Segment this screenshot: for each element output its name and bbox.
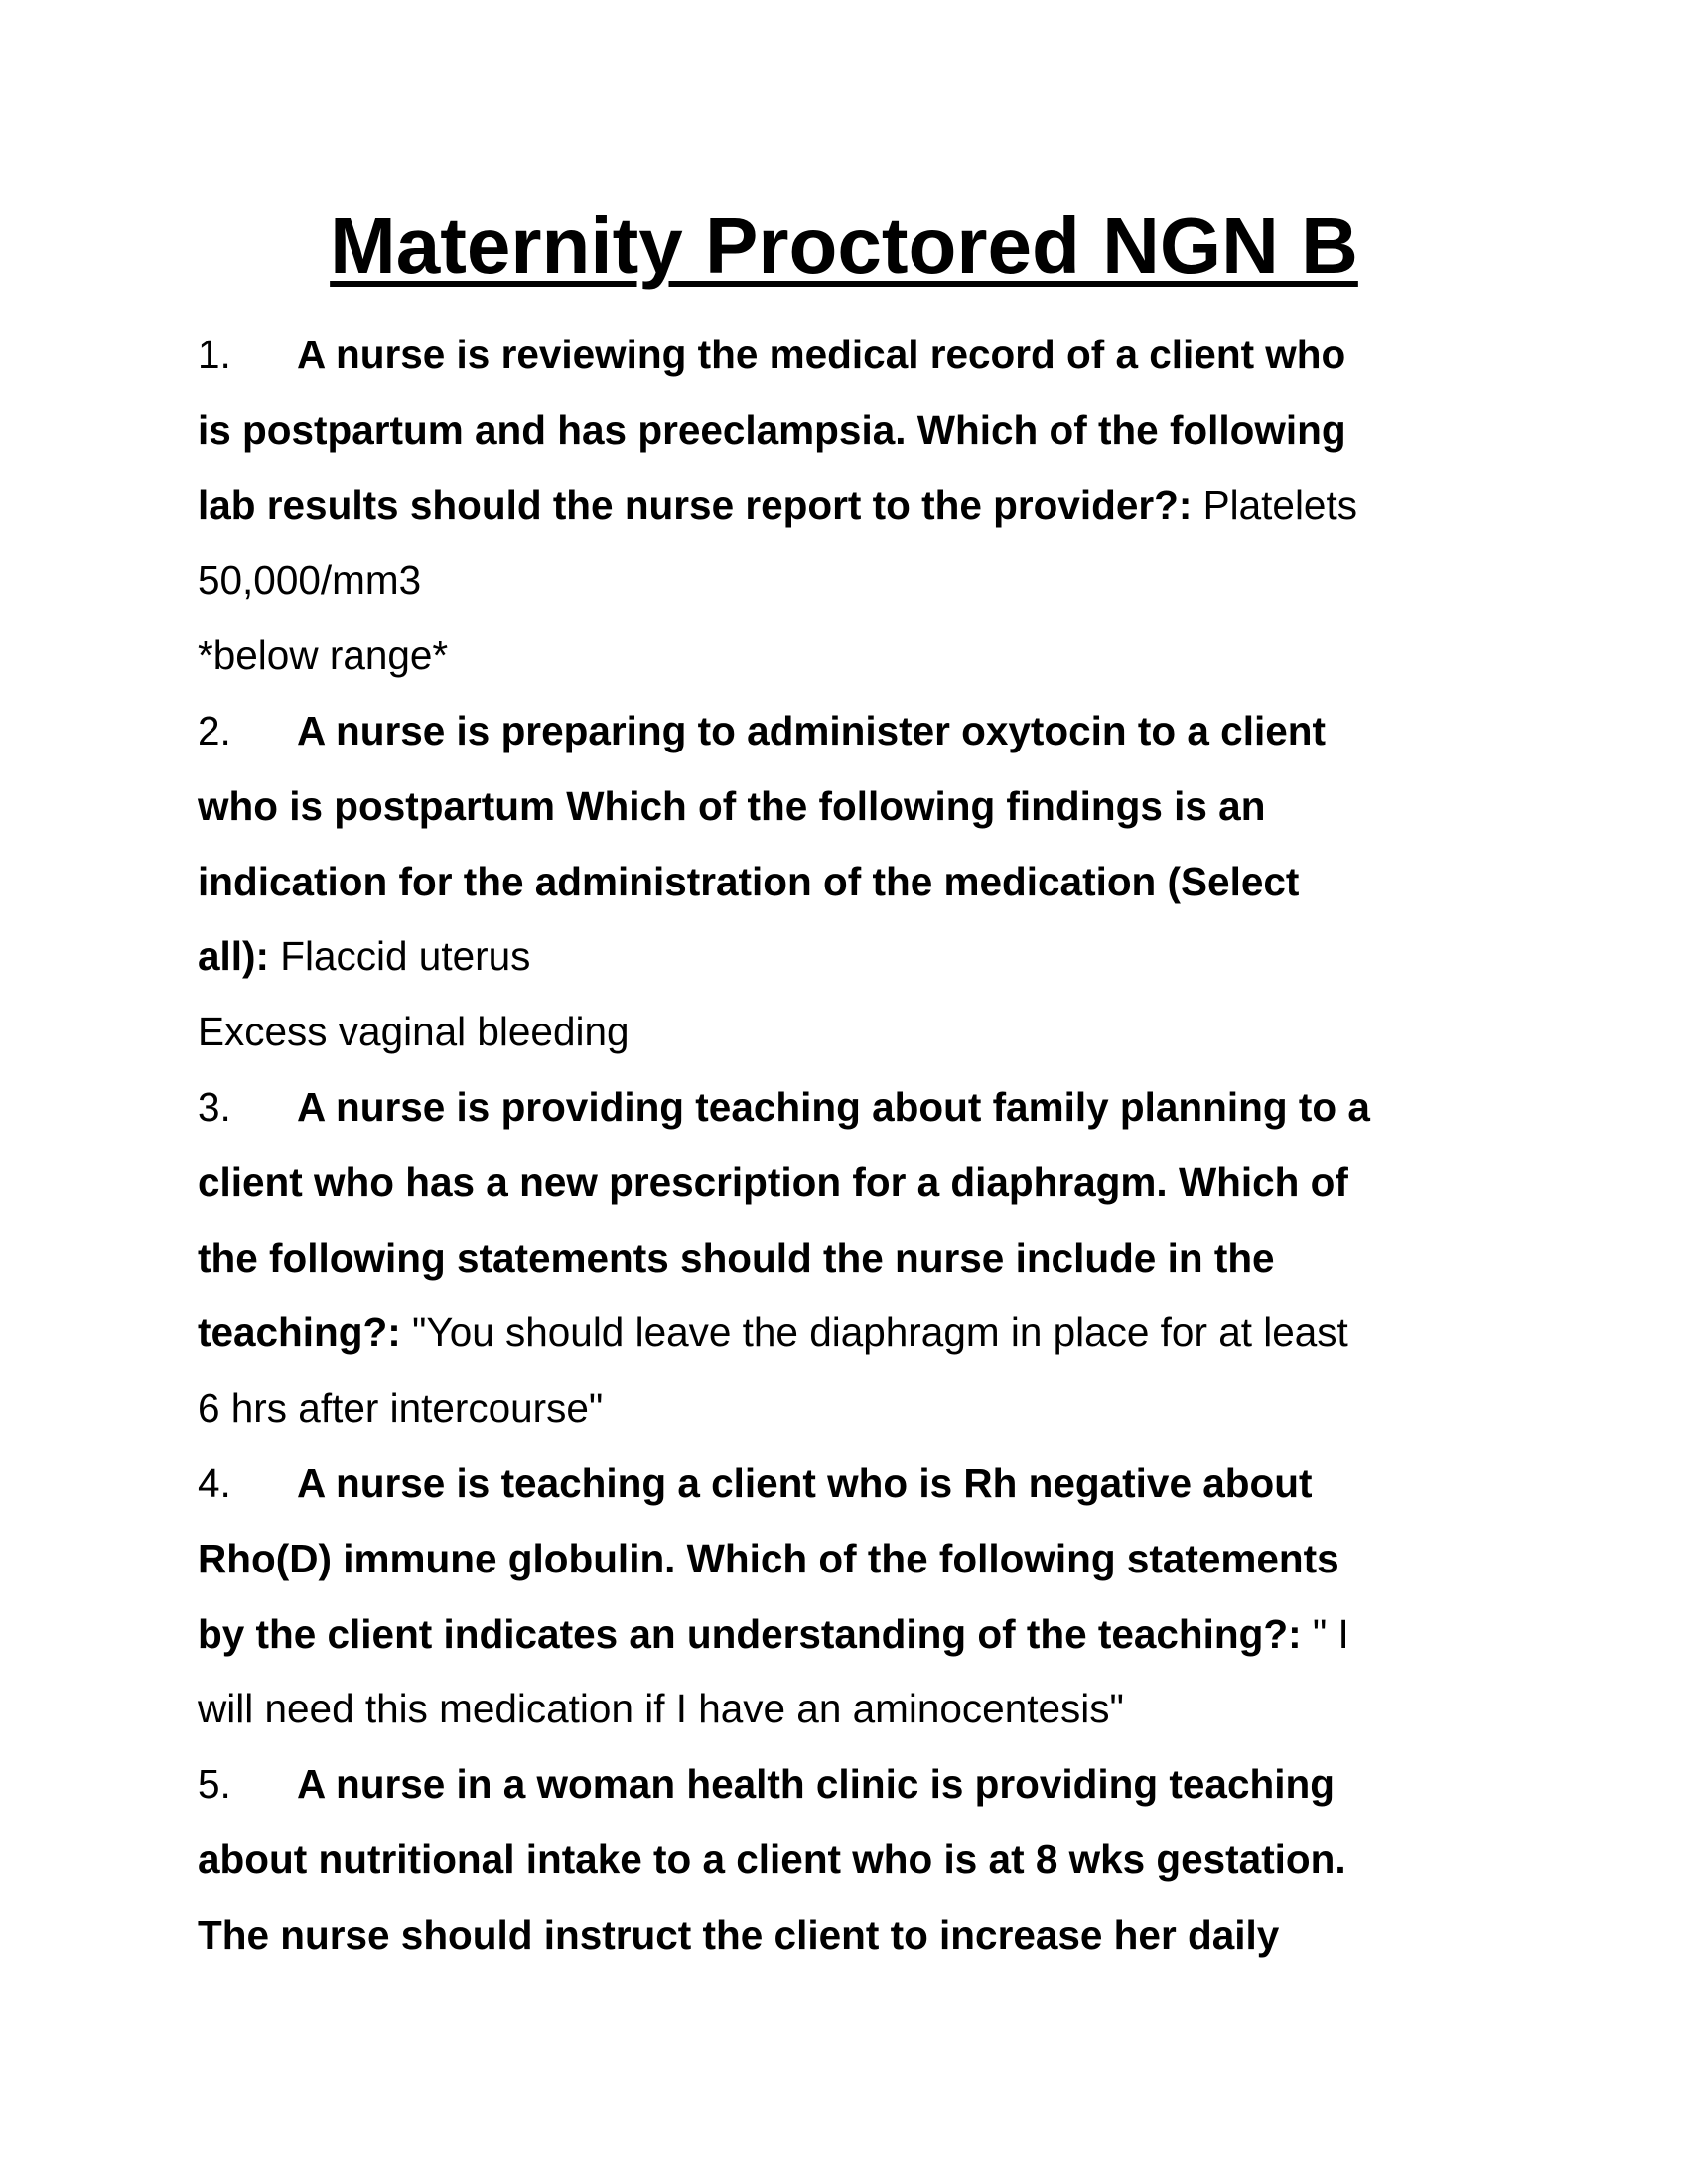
question-number: 3. <box>198 1083 231 1130</box>
document-title <box>0 199 1688 294</box>
question-text: A nurse is preparing to administer oxytocin to a client <box>297 707 1326 753</box>
text-line <box>198 393 1518 469</box>
question-text: who is postpartum Which of the following findings is an <box>198 782 1266 829</box>
text-line <box>198 1446 1518 1522</box>
title-text: Maternity Proctored NGN B <box>330 202 1358 290</box>
question-list <box>198 318 1518 1974</box>
question-text: the following statements should the nurse include in the <box>198 1234 1275 1281</box>
question-number: 5. <box>198 1761 231 1808</box>
question-text: A nurse is teaching a client who is Rh negative about <box>297 1459 1313 1506</box>
text-line <box>198 1371 1518 1446</box>
text-line <box>198 1296 1518 1371</box>
answer-text: "You should leave the diaphragm in place for at least <box>400 1309 1348 1356</box>
text-line <box>198 1522 1518 1597</box>
text-line <box>198 1070 1518 1146</box>
text-line <box>198 543 1518 618</box>
question-text: A nurse is reviewing the medical record of a client who <box>297 332 1346 377</box>
text-line <box>198 845 1518 920</box>
text-line <box>198 1597 1518 1673</box>
question-text: client who has a new prescription for a diaphragm. Which of <box>198 1159 1348 1205</box>
question-text: The nurse should instruct the client to increase her daily <box>198 1911 1280 1958</box>
text-line <box>198 1221 1518 1297</box>
text-line <box>198 1747 1518 1823</box>
question-text: A nurse is providing teaching about family planning to a <box>297 1083 1370 1130</box>
answer-text: 6 hrs after intercourse" <box>198 1385 604 1432</box>
answer-text: Excess vaginal bleeding <box>198 1009 630 1055</box>
answer-text: Flaccid uterus <box>269 933 531 980</box>
text-line <box>198 1146 1518 1221</box>
question-text: all): <box>198 933 270 980</box>
question-text: Rho(D) immune globulin. Which of the following statements <box>198 1535 1339 1581</box>
text-line <box>198 1672 1518 1747</box>
question-number: 2. <box>198 707 231 753</box>
question-text: about nutritional intake to a client who is at 8 wks gestation. <box>198 1836 1346 1882</box>
answer-text: Platelets <box>1192 481 1357 528</box>
question-text: indication for the administration of the medication (Select <box>198 858 1300 904</box>
text-line <box>198 318 1518 393</box>
text-line <box>198 769 1518 845</box>
text-line <box>198 995 1518 1070</box>
question-text: is postpartum and has preeclampsia. Which of the following <box>198 406 1346 453</box>
answer-text: *below range* <box>198 632 449 679</box>
answer-text: will need this medication if I have an aminocentesis" <box>198 1686 1124 1732</box>
question-text: lab results should the nurse report to the provider?: <box>198 481 1193 528</box>
question-text: A nurse in a woman health clinic is providing teaching <box>297 1761 1335 1808</box>
text-line <box>198 469 1518 544</box>
answer-text: 50,000/mm3 <box>198 557 422 604</box>
question-text: teaching?: <box>198 1309 401 1356</box>
answer-text: " I <box>1301 1610 1349 1657</box>
text-line <box>198 694 1518 769</box>
text-line <box>198 618 1518 694</box>
text-line <box>198 1823 1518 1898</box>
text-line <box>198 919 1518 995</box>
question-number: 1. <box>198 332 231 377</box>
text-line <box>198 1898 1518 1974</box>
question-text: by the client indicates an understanding of the teaching?: <box>198 1610 1302 1657</box>
question-number: 4. <box>198 1459 231 1506</box>
